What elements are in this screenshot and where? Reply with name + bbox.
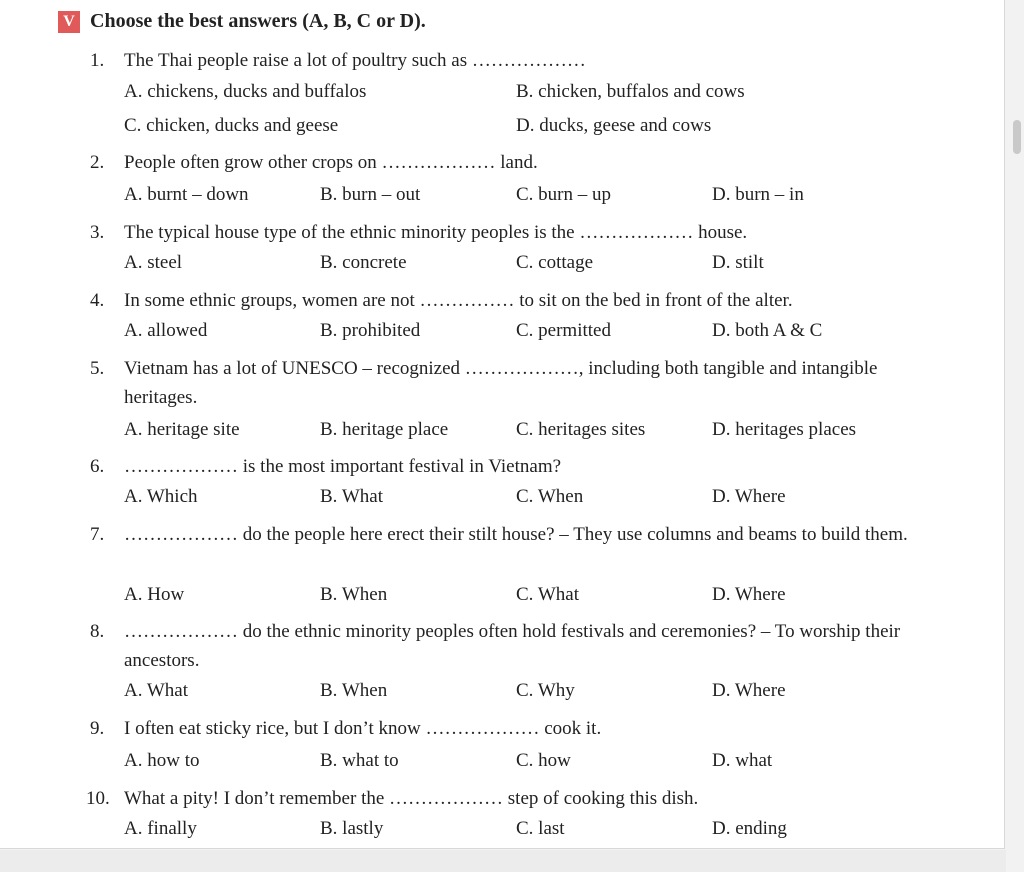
option-a[interactable]: A. how to: [124, 750, 200, 771]
question-number: 2.: [90, 152, 105, 173]
option-c[interactable]: C. heritages sites: [516, 419, 646, 440]
option-b[interactable]: B. What: [320, 486, 383, 507]
question-text: I often eat sticky rice, but I don’t know ……………… cook it.: [124, 718, 602, 739]
question-text: Vietnam has a lot of UNESCO – recognized ………………, including both tangible and intangible heritages.: [124, 358, 878, 408]
option-a[interactable]: A. allowed: [124, 320, 208, 341]
option-d[interactable]: D. Where: [712, 486, 786, 507]
question-number: 8.: [90, 621, 105, 642]
option-c[interactable]: C. burn – up: [516, 184, 611, 205]
question-text: What a pity! I don’t remember the ……………… step of cooking this dish.: [124, 788, 699, 809]
section-title: Choose the best answers (A, B, C or D).: [90, 10, 426, 32]
option-b[interactable]: B. heritage place: [320, 419, 449, 440]
question-number: 1.: [90, 50, 105, 71]
options-row: [124, 115, 924, 145]
option-d[interactable]: D. Where: [712, 680, 786, 701]
question-text: ……………… do the ethnic minority peoples often hold festivals and ceremonies? – To worship their ancestors.: [124, 621, 901, 671]
option-c[interactable]: C. Why: [516, 680, 575, 701]
option-c[interactable]: C. last: [516, 818, 565, 839]
options-row: [124, 252, 924, 282]
option-d[interactable]: D. what: [712, 750, 773, 771]
options-row: [124, 184, 924, 214]
option-c[interactable]: C. When: [516, 486, 584, 507]
question-number: 9.: [90, 718, 105, 739]
question-text: In some ethnic groups, women are not …………… to sit on the bed in front of the alter.: [124, 290, 793, 311]
option-b[interactable]: B. lastly: [320, 818, 384, 839]
options-row: [124, 818, 924, 848]
option-d[interactable]: D. ducks, geese and cows: [516, 115, 712, 136]
question-text: People often grow other crops on ……………… land.: [124, 152, 538, 173]
options-row: [124, 81, 924, 111]
options-row: [124, 680, 924, 710]
option-b[interactable]: B. concrete: [320, 252, 407, 273]
option-d[interactable]: D. heritages places: [712, 419, 857, 440]
option-d[interactable]: D. Where: [712, 584, 786, 605]
option-c[interactable]: C. how: [516, 750, 571, 771]
bottom-margin: [0, 850, 1006, 872]
question-text: The Thai people raise a lot of poultry such as ………………: [124, 50, 586, 71]
option-b[interactable]: B. what to: [320, 750, 399, 771]
option-a[interactable]: A. What: [124, 680, 189, 701]
option-d[interactable]: D. burn – in: [712, 184, 804, 205]
option-a[interactable]: A. How: [124, 584, 185, 605]
option-d[interactable]: D. stilt: [712, 252, 764, 273]
question-number: 10.: [86, 788, 110, 809]
option-a[interactable]: A. chickens, ducks and buffalos: [124, 81, 367, 102]
options-row: [124, 750, 924, 780]
option-c[interactable]: C. chicken, ducks and geese: [124, 115, 339, 136]
options-row: [124, 584, 924, 614]
option-a[interactable]: A. burnt – down: [124, 184, 249, 205]
option-c[interactable]: C. What: [516, 584, 579, 605]
option-b[interactable]: B. When: [320, 584, 388, 605]
option-a[interactable]: A. finally: [124, 818, 197, 839]
question-number: 6.: [90, 456, 105, 477]
option-d[interactable]: D. both A & C: [712, 320, 823, 341]
option-b[interactable]: B. chicken, buffalos and cows: [516, 81, 745, 102]
option-d[interactable]: D. ending: [712, 818, 787, 839]
question-number: 4.: [90, 290, 105, 311]
option-b[interactable]: B. When: [320, 680, 388, 701]
section-heading: [58, 10, 426, 33]
option-a[interactable]: A. Which: [124, 486, 198, 507]
option-a[interactable]: A. heritage site: [124, 419, 240, 440]
options-row: [124, 486, 924, 516]
question-text: The typical house type of the ethnic minority peoples is the ……………… house.: [124, 222, 748, 243]
options-row: [124, 320, 924, 350]
question-number: 3.: [90, 222, 105, 243]
section-number-badge: V: [58, 11, 80, 33]
option-a[interactable]: A. steel: [124, 252, 183, 273]
question-number: 5.: [90, 358, 105, 379]
option-c[interactable]: C. permitted: [516, 320, 611, 341]
option-c[interactable]: C. cottage: [516, 252, 594, 273]
option-b[interactable]: B. prohibited: [320, 320, 421, 341]
question-text: ……………… is the most important festival in Vietnam?: [124, 456, 562, 477]
scrollbar-thumb[interactable]: [1013, 120, 1021, 154]
option-b[interactable]: B. burn – out: [320, 184, 421, 205]
options-row: [124, 419, 924, 449]
question-number: 7.: [90, 524, 105, 545]
question-text: ……………… do the people here erect their stilt house? – They use columns and beams to build them.: [124, 524, 908, 545]
